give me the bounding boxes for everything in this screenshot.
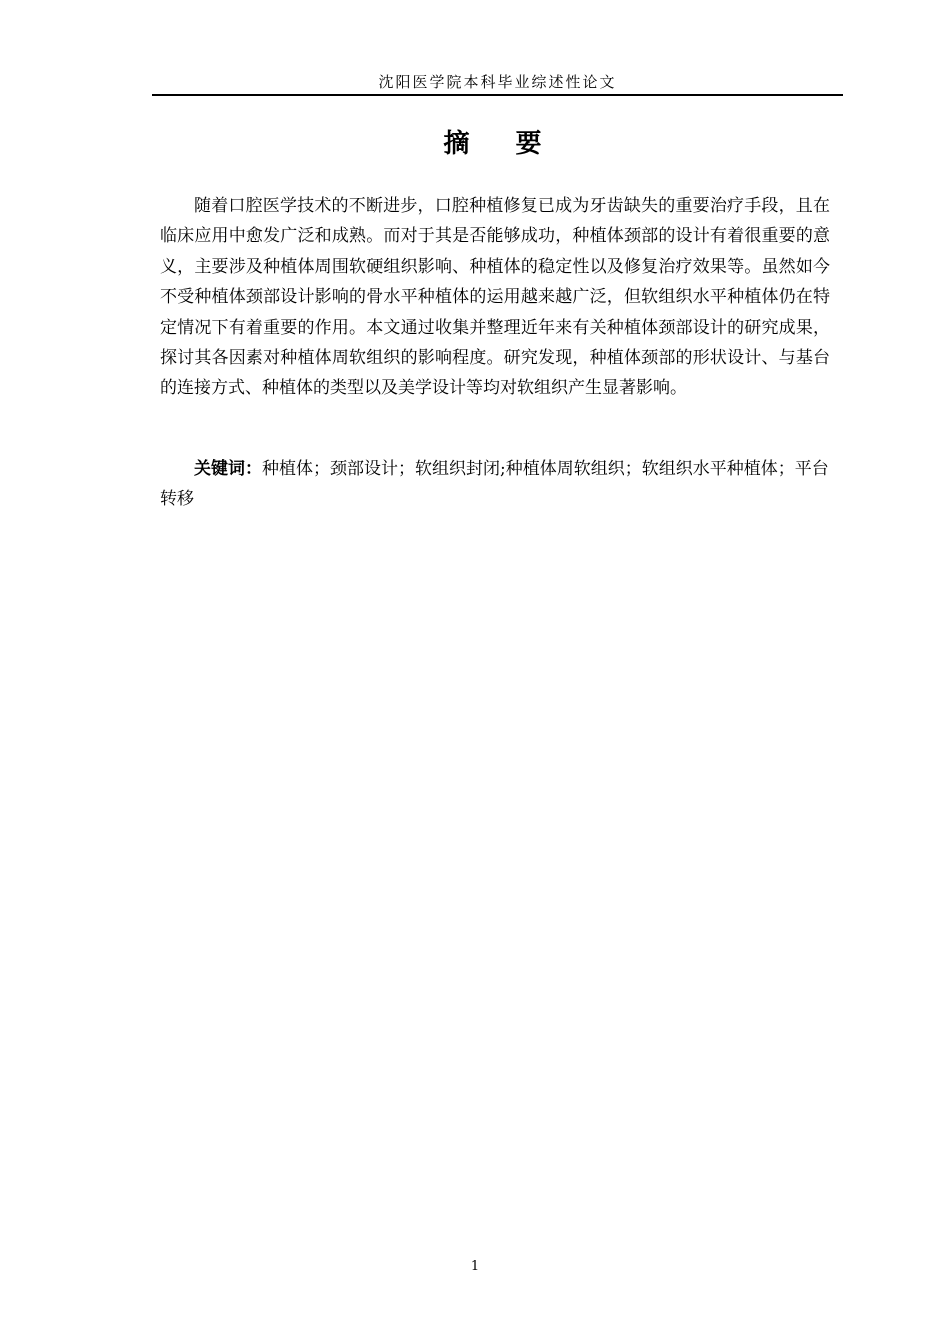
keywords-label: 关键词： [194, 459, 262, 479]
keywords-paragraph [160, 454, 830, 515]
running-header: 沈阳医学院本科毕业综述性论文 [152, 70, 843, 96]
page-title: 摘 要 [443, 129, 552, 159]
page-number: 1 [470, 1259, 480, 1274]
keywords-text: 种植体；颈部设计；软组织封闭;种植体周软组织；软组织水平种植体；平台转移 [160, 459, 829, 510]
abstract-body: 随着口腔医学技术的不断进步，口腔种植修复已成为牙齿缺失的重要治疗手段，且在临床应用中愈发广泛和成熟。而对于其是否能够成功，种植体颈部的设计有着很重要的意义，主要涉及种植体周围软硬组织影响、种植体的稳定性以及修复治疗效果等。虽然如今不受种植体颈部设计影响的骨水平种植体的运用越来越广泛，但软组织水平种植体仍在特定情况下有着重要的作用。本文通过收集并整理近年来有关种植体颈部设计的研究成果，探讨其各因素对种植体周软组织的影响程度。研究发现，种植体颈部的形状设计、与基台的连接方式、种植体的类型以及美学设计等均对软组织产生显著影响。 [160, 196, 830, 399]
